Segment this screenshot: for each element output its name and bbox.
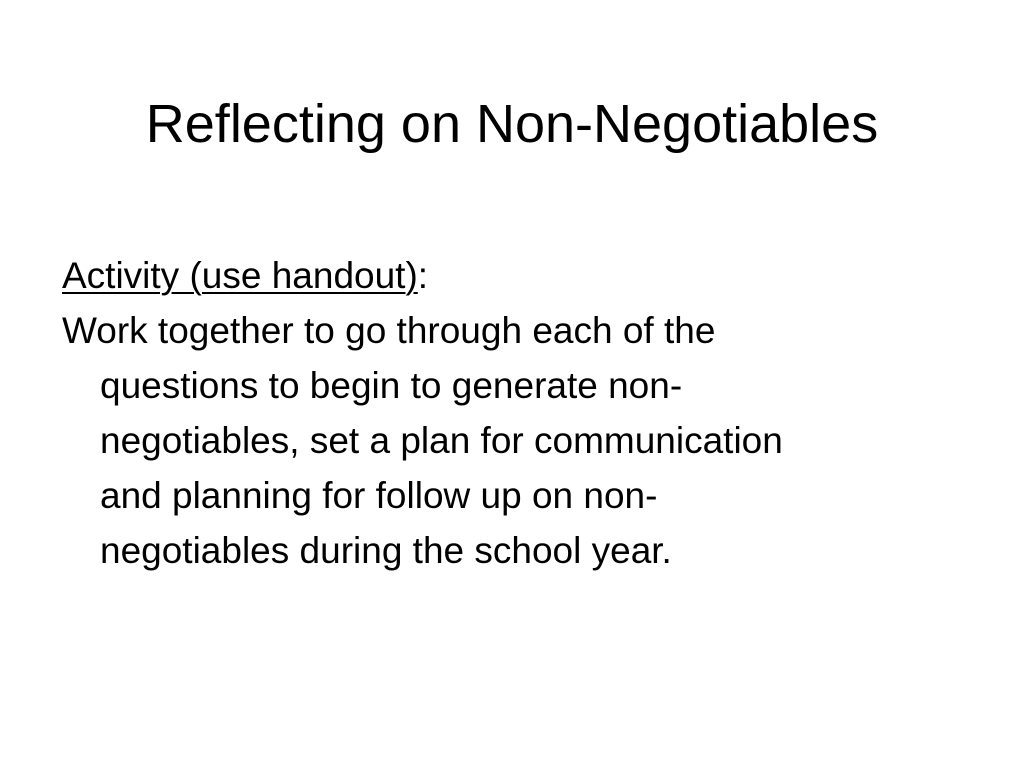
activity-label: Activity (use handout) (62, 255, 418, 296)
instruction-line: negotiables, set a plan for communication (100, 420, 783, 461)
instruction-line: Work together to go through each of the (62, 310, 716, 351)
activity-heading (62, 248, 962, 303)
activity-colon: : (417, 255, 429, 296)
instruction-line: and planning for follow up on non- (100, 475, 658, 516)
instruction-line: questions to begin to generate non- (100, 365, 683, 406)
instruction-line: negotiables during the school year. (100, 530, 672, 571)
slide-title: Reflecting on Non-Negotiables (145, 94, 879, 154)
activity-instructions (62, 303, 980, 578)
slide-body (62, 248, 962, 578)
